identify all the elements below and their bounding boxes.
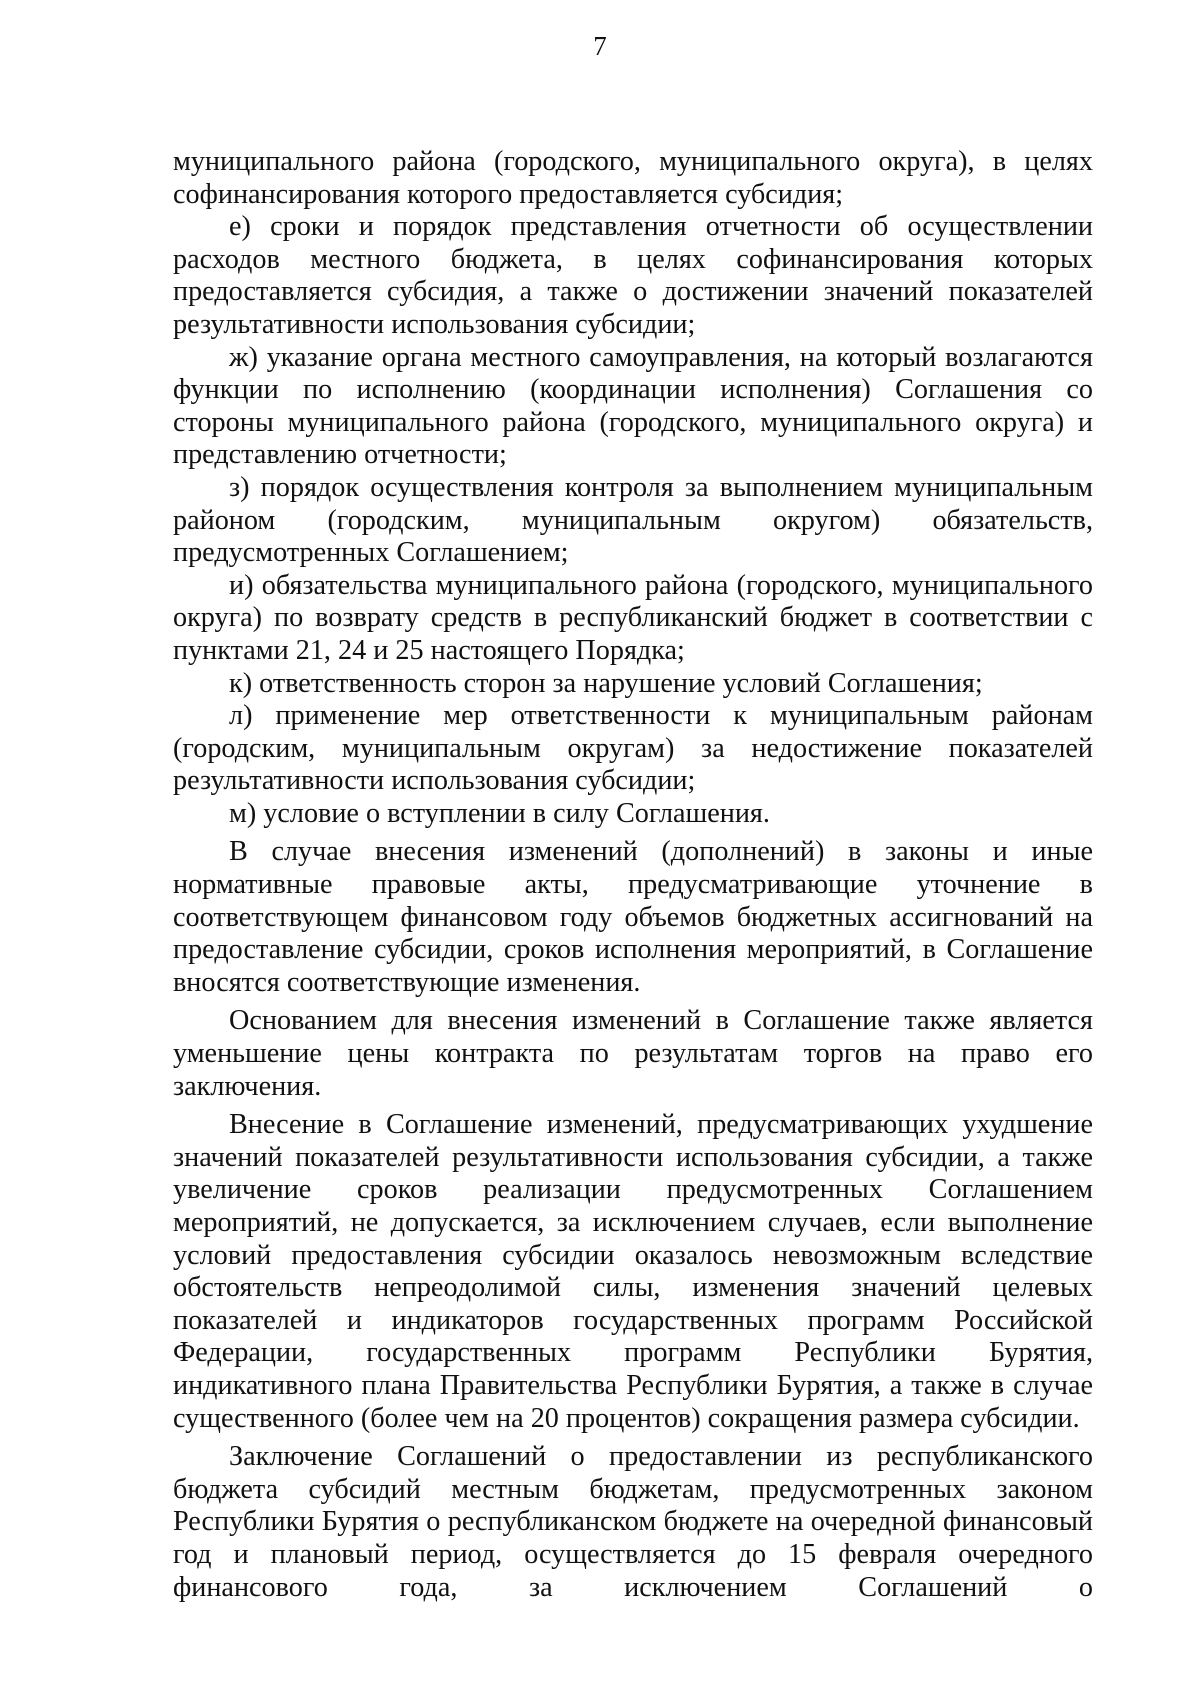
page-number: 7 [593,31,607,61]
paragraph-item-e: е) сроки и порядок представления отчетности об осуществлении расходов местного бюджета, в целях софинансирования которых предоставляется субсидия, а также о достижении значений показателей результативности использования субсидии; [173,211,1093,340]
paragraph-grounds: Основанием для внесения изменений в Соглашение также является уменьшение цены контракта по результатам торгов на право его заключения. [173,1005,1093,1102]
paragraph-item-k: к) ответственность сторон за нарушение условий Соглашения; [229,667,983,699]
paragraph-amendments: В случае внесения изменений (дополнений) в законы и иные нормативные правовые акты, предусматривающие уточнение в соответствующем финансовом году объемов бюджетных ассигнований на предоставление субсидии, сроков исполнения мероприятий, в Соглашение вносятся соответствующие изменения. [173,836,1093,998]
paragraph-item-i: и) обязательства муниципального района (городского, муниципального округа) по возврату средств в республиканский бюджет в соответствии с пунктами 21, 24 и 25 настоящего Порядка; [173,569,1093,666]
paragraph-restrictions: Внесение в Соглашение изменений, предусматривающих ухудшение значений показателей результативности использования субсидии, а также увеличение сроков реализации предусмотренных Соглашением мероприятий, не допускается, за исключением случаев, если выполнение условий предоставления субсидии оказалось невозможным вследствие обстоятельств непреодолимой силы, изменения значений целевых показателей и индикаторов государственных программ Российской Федерации, государственных программ Республики Бурятия, индикативного плана Правительства Республики Бурятия, а также в случае существенного (более чем на 20 процентов) сокращения размера субсидии. [173,1109,1093,1434]
document-body [173,146,1093,1604]
paragraph-conclusion: Заключение Соглашений о предоставлении из республиканского бюджета субсидий местным бюджетам, предусмотренных законом Республики Бурятия о республиканском бюджете на очередной финансовый год и плановый период, осуществляется до 15 февраля очередного финансового года, за исключением Соглашений о [173,1441,1093,1603]
paragraph-item-l: л) применение мер ответственности к муниципальным районам (городским, муниципальным округам) за недостижение показателей результативности использования субсидии; [173,700,1093,797]
paragraph-item-zh: ж) указание органа местного самоуправления, на который возлагаются функции по исполнению (координации исполнения) Соглашения со стороны муниципального района (городского, муниципального округа) и представлению отчетности; [173,341,1093,471]
paragraph-item-z: з) порядок осуществления контроля за выполнением муниципальным районом (городским, муниципальным округом) обязательств, предусмотренных Соглашением; [173,471,1093,569]
paragraph-continuation: муниципального района (городского, муниципального округа), в целях софинансирования которого предоставляется субсидия; [173,146,1093,210]
paragraph-item-m: м) условие о вступлении в силу Соглашения. [229,797,770,829]
